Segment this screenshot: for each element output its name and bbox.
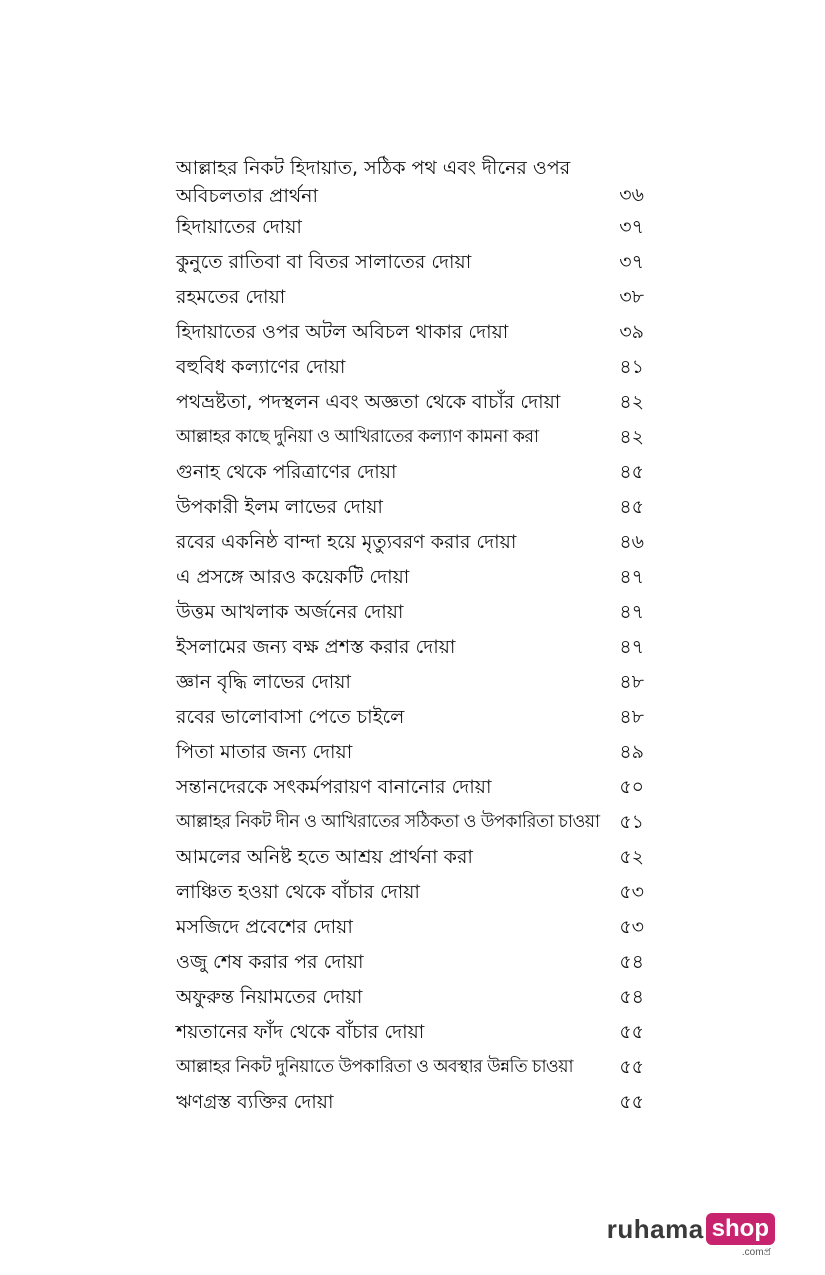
toc-entry-title: কুনুতে রাতিবা বা বিতর সালাতের দোয়া (176, 251, 472, 273)
toc-entry-title: মসজিদে প্রবেশের দোয়া (176, 916, 353, 938)
toc-entry (176, 560, 644, 595)
toc-entry-title: আল্লাহর নিকট দীন ও আখিরাতের সঠিকতা ও উপকারিতা চাওয়া (176, 812, 600, 832)
toc-entry (176, 630, 644, 665)
toc-entry (176, 805, 644, 840)
ruhamashop-logo (607, 1213, 775, 1263)
toc-entry (176, 770, 644, 805)
toc-entry (176, 350, 644, 385)
toc-entry (176, 420, 644, 455)
toc-entry-title: রবের ভালোবাসা পেতে চাইলে (176, 706, 405, 728)
toc-entry-title: অফুরুন্ত নিয়ামতের দোয়া (176, 986, 363, 1008)
toc-entry-page: ৩৮ (619, 286, 644, 308)
table-of-contents (176, 150, 644, 1120)
toc-entry (176, 1015, 644, 1050)
toc-entry-title: ইসলামের জন্য বক্ষ প্রশস্ত করার দোয়া (176, 636, 456, 658)
toc-entry-title: উপকারী ইলম লাভের দোয়া (176, 496, 383, 518)
toc-entry-page: ৫৫ (619, 1091, 644, 1113)
toc-entry-page: ৪৬ (619, 531, 644, 553)
toc-entry-page: ৪১ (619, 356, 644, 378)
toc-entry (176, 980, 644, 1015)
toc-entry-page: ৩৯ (619, 321, 644, 343)
toc-entry-page: ৪৫ (619, 496, 644, 518)
toc-entry-title: গুনাহ থেকে পরিত্রাণের দোয়া (176, 461, 397, 483)
toc-entry-title: সন্তানদেরকে সৎকর্মপরায়ণ বানানোর দোয়া (176, 776, 492, 798)
toc-entry-page: ৪৭ (619, 566, 644, 588)
toc-entry (176, 150, 644, 210)
toc-entry (176, 385, 644, 420)
toc-entry (176, 945, 644, 980)
toc-entry-title: জ্ঞান বৃদ্ধি লাভের দোয়া (176, 671, 351, 693)
toc-entry-title: হিদায়াতের ওপর অটল অবিচল থাকার দোয়া (176, 321, 509, 343)
toc-entry-title: আল্লাহর নিকট দুনিয়াতে উপকারিতা ও অবস্থার উন্নতি চাওয়া (176, 1057, 573, 1077)
toc-entry (176, 245, 644, 280)
toc-entry-page: ৩৭ (619, 251, 644, 273)
toc-entry-title: ঋণগ্রস্ত ব্যক্তির দোয়া (176, 1091, 334, 1113)
toc-entry-title: রবের একনিষ্ঠ বান্দা হয়ে মৃত্যুবরণ করার দোয়া (176, 531, 517, 553)
toc-entry-title: পিতা মাতার জন্য দোয়া (176, 741, 353, 763)
toc-entry-page: ৪৭ (619, 636, 644, 658)
toc-entry-title: লাঞ্চিত হওয়া থেকে বাঁচার দোয়া (176, 881, 420, 903)
toc-entry-title: আল্লাহর কাছে দুনিয়া ও আখিরাতের কল্যাণ কামনা করা (176, 427, 539, 447)
toc-entry-page: ৫৫ (619, 1056, 644, 1078)
toc-entry-page: ৫৪ (619, 986, 644, 1008)
toc-entry (176, 455, 644, 490)
toc-entry-page: ৫৪ (619, 951, 644, 973)
logo-suffix: .comপ্র (741, 1247, 771, 1258)
toc-entry (176, 1085, 644, 1120)
toc-entry (176, 315, 644, 350)
toc-entry (176, 280, 644, 315)
toc-entry-title: এ প্রসঙ্গে আরও কয়েকটি দোয়া (176, 566, 410, 588)
toc-entry-page: ৪৫ (619, 461, 644, 483)
toc-entry-page: ৫৩ (619, 881, 644, 903)
toc-entry-page: ৪৭ (619, 601, 644, 623)
toc-entry-title: পথভ্রষ্টতা, পদস্থলন এবং অজ্ঞতা থেকে বাচাঁর দোয়া (176, 391, 561, 413)
toc-entry-page: ৩৬ (619, 184, 644, 206)
toc-entry-page: ৫৩ (619, 916, 644, 938)
toc-entry-page: ৫০ (619, 776, 644, 798)
toc-entry-title: ওজু শেষ করার পর দোয়া (176, 951, 364, 973)
toc-entry-page: ৪৮ (619, 671, 644, 693)
toc-entry (176, 735, 644, 770)
toc-entry-title: শয়তানের ফাঁদ থেকে বাঁচার দোয়া (176, 1021, 425, 1043)
toc-entry-title: আল্লাহর নিকট হিদায়াত, সঠিক পথ এবং দীনের ওপর অবিচলতার প্রার্থনা (176, 157, 571, 207)
toc-entry-page: ৪২ (619, 391, 644, 413)
toc-entry-title: আমলের অনিষ্ট হতে আশ্রয় প্রার্থনা করা (176, 846, 473, 868)
toc-entry-page: ৩৭ (619, 216, 644, 238)
toc-entry (176, 700, 644, 735)
logo-brand-badge (706, 1213, 775, 1245)
toc-entry (176, 490, 644, 525)
toc-entry-title: হিদায়াতের দোয়া (176, 216, 302, 238)
toc-entry-page: ৪৮ (619, 706, 644, 728)
toc-entry-title: বহুবিধ কল্যাণের দোয়া (176, 356, 346, 378)
toc-entry (176, 525, 644, 560)
toc-entry (176, 665, 644, 700)
toc-entry-title: রহমতের দোয়া (176, 286, 286, 308)
toc-entry-page: ৫১ (619, 811, 644, 833)
logo-brand-right: shop (711, 1215, 769, 1242)
toc-entry (176, 875, 644, 910)
toc-entry-title: উত্তম আখলাক অর্জনের দোয়া (176, 601, 404, 623)
toc-entry-page: ৪৯ (619, 741, 644, 763)
toc-entry (176, 595, 644, 630)
toc-entry-page: ৪২ (619, 426, 644, 448)
toc-entry (176, 840, 644, 875)
toc-entry-page: ৫২ (619, 846, 644, 868)
logo-brand-left: ruhama (606, 1214, 704, 1244)
toc-entry (176, 210, 644, 245)
toc-entry (176, 910, 644, 945)
toc-entry-page: ৫৫ (619, 1021, 644, 1043)
toc-entry (176, 1050, 644, 1085)
